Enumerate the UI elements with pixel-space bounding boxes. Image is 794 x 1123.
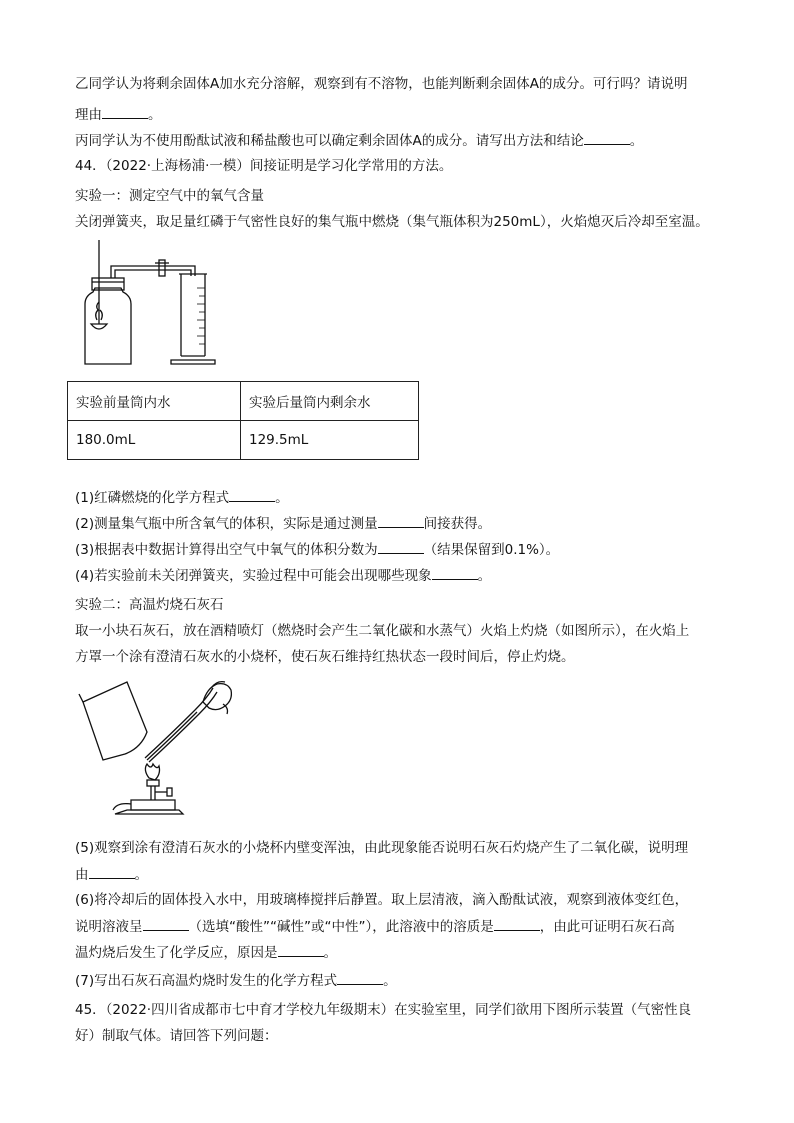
table-value-after: 129.5mL (241, 421, 419, 460)
answer-blank[interactable] (229, 487, 275, 502)
question-45-heading: 好）制取气体。请回答下列问题： (75, 1028, 278, 1044)
table-header-before: 实验前量筒内水 (68, 382, 241, 421)
answer-blank[interactable] (143, 916, 189, 931)
subquestion-2: (2)测量集气瓶中所含氧气的体积，实际是通过测量 间接获得。 (75, 513, 735, 534)
subquestion-5: (5)观察到涂有澄清石灰水的小烧杯内壁变浑浊，由此现象能否说明石灰石灼烧产生了二氧化碳，说明理 (75, 840, 689, 856)
answer-blank[interactable] (89, 864, 135, 879)
answer-blank[interactable] (584, 130, 630, 145)
experiment-2-description: 取一小块石灰石，放在酒精喷灯（燃烧时会产生二氧化碳和水蒸气）火焰上灼烧（如图所示），在火焰上 (75, 623, 690, 639)
subquestion-6: 温灼烧后发生了化学反应，原因是 。 (75, 942, 735, 963)
experiment-1-title: 实验一：测定空气中的氧气含量 (75, 188, 264, 204)
table-value-before: 180.0mL (68, 421, 241, 460)
text-line: 丙同学认为不使用酚酞试液和稀盐酸也可以确定剩余固体A的成分。请写出方法和结论 。 (75, 130, 735, 151)
answer-blank[interactable] (432, 565, 478, 580)
question-45-heading: 45．（2022·四川省成都市七中育才学校九年级期末）在实验室里，同学们欲用下图所示装置（气密性良 (75, 1002, 692, 1018)
question-44-heading: 44．（2022·上海杨浦·一模）间接证明是学习化学常用的方法。 (75, 158, 453, 174)
limestone-heating-apparatus-figure (75, 674, 245, 820)
subquestion-6: (6)将冷却后的固体投入水中，用玻璃棒搅拌后静置。取上层清液，滴入酚酞试液，观察到液体变红色， (75, 892, 689, 908)
answer-blank[interactable] (494, 916, 540, 931)
answer-blank[interactable] (378, 539, 424, 554)
subquestion-6: 说明溶液呈 （选填“酸性”“碱性”或“中性”），此溶液中的溶质是 ，由此可证明石灰石高 (75, 916, 735, 937)
experiment-2-title: 实验二：高温灼烧石灰石 (75, 597, 224, 613)
subquestion-7: (7)写出石灰石高温灼烧时发生的化学方程式 。 (75, 970, 735, 991)
subquestion-3: (3)根据表中数据计算得出空气中氧气的体积分数为 （结果保留到0.1%）。 (75, 539, 735, 560)
oxygen-measurement-apparatus-figure (75, 236, 220, 371)
answer-blank[interactable] (102, 104, 148, 119)
table-row (68, 421, 419, 460)
subquestion-5: 由 。 (75, 864, 735, 885)
table-header-after: 实验后量筒内剩余水 (241, 382, 419, 421)
experiment-1-description: 关闭弹簧夹，取足量红磷于气密性良好的集气瓶中燃烧（集气瓶体积为250mL），火焰熄灭后冷却至室温。 (75, 214, 709, 230)
subquestion-1: (1)红磷燃烧的化学方程式 。 (75, 487, 735, 508)
text-line: 理由 。 (75, 104, 735, 125)
table-row (68, 382, 419, 421)
answer-blank[interactable] (378, 513, 424, 528)
answer-blank[interactable] (278, 942, 324, 957)
experiment-2-description: 方罩一个涂有澄清石灰水的小烧杯，使石灰石维持红热状态一段时间后，停止灼烧。 (75, 649, 575, 665)
text-line: 乙同学认为将剩余固体A加水充分溶解，观察到有不溶物，也能判断剩余固体A的成分。可行吗？请说明 (75, 76, 688, 92)
subquestion-4: (4)若实验前未关闭弹簧夹，实验过程中可能会出现哪些现象 。 (75, 565, 735, 586)
water-volume-table (67, 381, 419, 460)
answer-blank[interactable] (337, 970, 383, 985)
